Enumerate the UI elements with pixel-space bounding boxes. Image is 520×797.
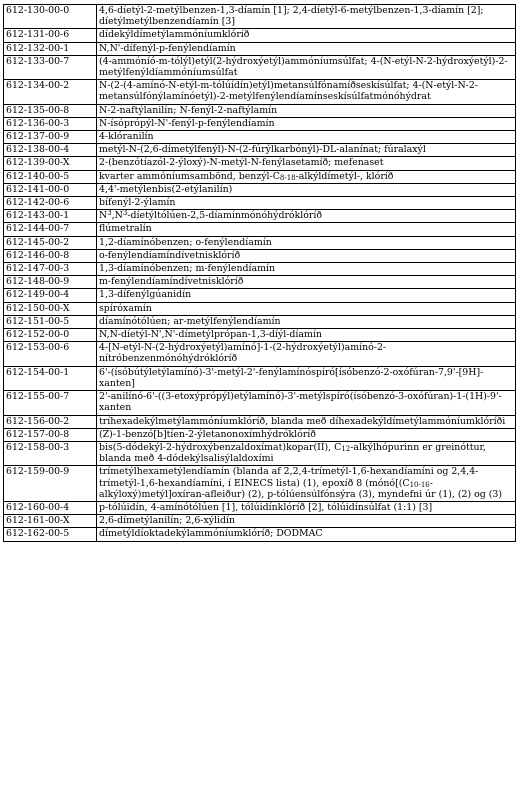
chemical-name: o-fenýlendíamíndívetnisklóríð bbox=[97, 249, 516, 262]
table-row bbox=[4, 501, 516, 514]
chemical-name: N-ísóprópýl-N'-fenýl-p-fenýlendíamín bbox=[97, 117, 516, 130]
chemical-name: 2,6-dímetýlanilín; 2,6-xýlidín bbox=[97, 515, 516, 528]
table-row bbox=[4, 391, 516, 415]
chemical-name: 1,3-dífenýlgúanidín bbox=[97, 289, 516, 302]
index-number: 612-150-00-X bbox=[4, 302, 97, 315]
chemical-name: díamínótólúen; ar-metýlfenýlendíamín bbox=[97, 315, 516, 328]
index-number: 612-145-00-2 bbox=[4, 236, 97, 249]
table-row bbox=[4, 366, 516, 390]
chemical-name: N-2-naftýlanilín; N-fenýl-2-naftýlamín bbox=[97, 104, 516, 117]
chemical-name: N,N'-dífenýl-p-fenýlendíamín bbox=[97, 42, 516, 55]
index-number: 612-160-00-4 bbox=[4, 501, 97, 514]
chemical-name: tríhexadekýlmetýlammóníumklóríð, blanda með díhexadekýldímetýlammóníumklóríði bbox=[97, 415, 516, 428]
chemical-name: dídekýldímetýlammóníumklóríð bbox=[97, 29, 516, 42]
table-row bbox=[4, 415, 516, 428]
index-number: 612-149-00-4 bbox=[4, 289, 97, 302]
chemical-name: p-tólúidín, 4-amínótólúen [1], tólúidínklóríð [2], tólúidínsúlfat (1:1) [3] bbox=[97, 501, 516, 514]
chemical-name: 2-(benzótíazól-2-ýloxý)-N-metýl-N-fenýlasetamíð; mefenaset bbox=[97, 157, 516, 170]
index-number: 612-143-00-1 bbox=[4, 210, 97, 223]
table-row bbox=[4, 515, 516, 528]
chemical-name: 1,3-díamínóbenzen; m-fenýlendíamín bbox=[97, 263, 516, 276]
table-row bbox=[4, 157, 516, 170]
table-row bbox=[4, 315, 516, 328]
index-number: 612-155-00-7 bbox=[4, 391, 97, 415]
chemical-name: (4-ammóníó-m-tólýl)etýl(2-hýdroxýetýl)ammóníumsúlfat; 4-(N-etýl-N-2-hýdroxýetýl)-2-metýlfenýldíammóníumsúlfat bbox=[97, 55, 516, 79]
index-number: 612-156-00-2 bbox=[4, 415, 97, 428]
chemical-name: trímetýlhexametýlendíamín (blanda af 2,2,4-trímetýl-1,6-hexandíamíni og 2,4,4-trímetýl-1,6-hexandíamíni, í EINECS lista) (1), epoxíð 8 $(mónó[(C_{10-16}-alkýloxý)metýl]oxíran-afleiður)$ (2), p-tólúensúlfónsýra (3), myndefni úr (1), (2) og (3) bbox=[97, 466, 516, 502]
table-row bbox=[4, 117, 516, 130]
substance-table-body bbox=[4, 5, 516, 542]
index-number: 612-132-00-1 bbox=[4, 42, 97, 55]
table-row bbox=[4, 302, 516, 315]
table-row bbox=[4, 5, 516, 29]
index-number: 612-147-00-3 bbox=[4, 263, 97, 276]
chemical-name: 1,2-díamínóbenzen; o-fenýlendíamín bbox=[97, 236, 516, 249]
substance-table bbox=[3, 4, 516, 542]
table-row bbox=[4, 289, 516, 302]
table-row bbox=[4, 42, 516, 55]
chemical-name: spíróxamín bbox=[97, 302, 516, 315]
chemical-name: 2'-anilínó-6'-((3-etoxýprópýl)etýlamínó)-3'-metýlspíró(ísóbenzó-3-oxófúran)-1-(1H)-9'-xanten bbox=[97, 391, 516, 415]
chemical-name: (Z)-1-benzó[b]tíen-2-ýletanonoxímhýdróklóríð bbox=[97, 428, 516, 441]
table-row bbox=[4, 342, 516, 366]
index-number: 612-140-00-5 bbox=[4, 170, 97, 183]
index-number: 612-136-00-3 bbox=[4, 117, 97, 130]
index-number: 612-159-00-9 bbox=[4, 466, 97, 502]
table-row bbox=[4, 223, 516, 236]
table-row bbox=[4, 55, 516, 79]
table-row bbox=[4, 80, 516, 104]
table-row bbox=[4, 466, 516, 502]
index-number: 612-146-00-8 bbox=[4, 249, 97, 262]
table-row bbox=[4, 197, 516, 210]
chemical-name: 6'-(ísóbútýletýlamínó)-3'-metýl-2'-fenýlamínóspíró[ísóbenzó-2-oxófúran-7,9'-[9H]-xanten] bbox=[97, 366, 516, 390]
index-number: 612-141-00-0 bbox=[4, 183, 97, 196]
chemical-name: 4,4'-metýlenbis(2-etýlanilín) bbox=[97, 183, 516, 196]
index-number: 612-131-00-6 bbox=[4, 29, 97, 42]
table-row bbox=[4, 29, 516, 42]
table-row bbox=[4, 441, 516, 465]
chemical-name: flúmetralín bbox=[97, 223, 516, 236]
table-row bbox=[4, 183, 516, 196]
index-number: 612-152-00-0 bbox=[4, 329, 97, 342]
chemical-name: N,N-díetýl-N',N'-dímetýlprópan-1,3-díýl-díamín bbox=[97, 329, 516, 342]
index-number: 612-144-00-7 bbox=[4, 223, 97, 236]
chemical-name: N-(2-(4-amínó-N-etýl-m-tólúídín)etýl)metansúlfónamíðseskísúlfat; 4-(N-etýl-N-2-metansúlfónýlamínóetýl)-2-metýlfenýlendíamínseskísúlfatmónóhýdrat bbox=[97, 80, 516, 104]
index-number: 612-153-00-6 bbox=[4, 342, 97, 366]
table-row bbox=[4, 210, 516, 223]
index-number: 612-148-00-9 bbox=[4, 276, 97, 289]
document bbox=[3, 4, 516, 542]
table-row bbox=[4, 131, 516, 144]
index-number: 612-151-00-5 bbox=[4, 315, 97, 328]
chemical-name: bis(5-dódekýl-2-hýdroxýbenzaldoxímat)kopar(II), $C_{12}$-alkýlhópurinn er greinóttur, blanda með 4-dódekýlsalisýlaldoxími bbox=[97, 441, 516, 465]
index-number: 612-161-00-X bbox=[4, 515, 97, 528]
chemical-name: bífenýl-2-ýlamín bbox=[97, 197, 516, 210]
index-number: 612-135-00-8 bbox=[4, 104, 97, 117]
table-row bbox=[4, 528, 516, 541]
chemical-name: 4-klóranilín bbox=[97, 131, 516, 144]
index-number: 612-130-00-0 bbox=[4, 5, 97, 29]
index-number: 612-139-00-X bbox=[4, 157, 97, 170]
index-number: 612-154-00-1 bbox=[4, 366, 97, 390]
table-row bbox=[4, 170, 516, 183]
table-row bbox=[4, 249, 516, 262]
index-number: 612-138-00-4 bbox=[4, 144, 97, 157]
table-row bbox=[4, 263, 516, 276]
table-row bbox=[4, 104, 516, 117]
index-number: 612-137-00-9 bbox=[4, 131, 97, 144]
index-number: 612-157-00-8 bbox=[4, 428, 97, 441]
chemical-name: kvarter ammóníumsambönd, benzýl-$C_{8-18}-alkýldímetýl-$, klóríð bbox=[97, 170, 516, 183]
chemical-name: 4-[N-etýl-N-(2-hýdroxýetýl)amínó]-1-(2-hýdroxýetýl)amínó-2-nítróbenzenmónóhýdróklóríð bbox=[97, 342, 516, 366]
table-row bbox=[4, 329, 516, 342]
table-row bbox=[4, 428, 516, 441]
chemical-name: metýl-N-(2,6-dímetýlfenýl)-N-(2-fúrýlkarbónýl)-DL-alanínat; fúralaxýl bbox=[97, 144, 516, 157]
index-number: 612-142-00-6 bbox=[4, 197, 97, 210]
index-number: 612-158-00-3 bbox=[4, 441, 97, 465]
table-row bbox=[4, 144, 516, 157]
chemical-name: dímetýldíoktadekýlammóníumklóríð; DODMAC bbox=[97, 528, 516, 541]
chemical-name: 4,6-díetýl-2-metýlbenzen-1,3-díamín [1]; 2,4-díetýl-6-metýlbenzen-1,3-díamín [2]; díetýlmetýlbenzendíamín [3] bbox=[97, 5, 516, 29]
chemical-name: $N^3,N^3-díetýltólúen-2,5$-díamínmónóhýdróklóríð bbox=[97, 210, 516, 223]
index-number: 612-134-00-2 bbox=[4, 80, 97, 104]
index-number: 612-162-00-5 bbox=[4, 528, 97, 541]
table-row bbox=[4, 276, 516, 289]
index-number: 612-133-00-7 bbox=[4, 55, 97, 79]
table-row bbox=[4, 236, 516, 249]
chemical-name: m-fenýlendíamíndívetnisklóríð bbox=[97, 276, 516, 289]
